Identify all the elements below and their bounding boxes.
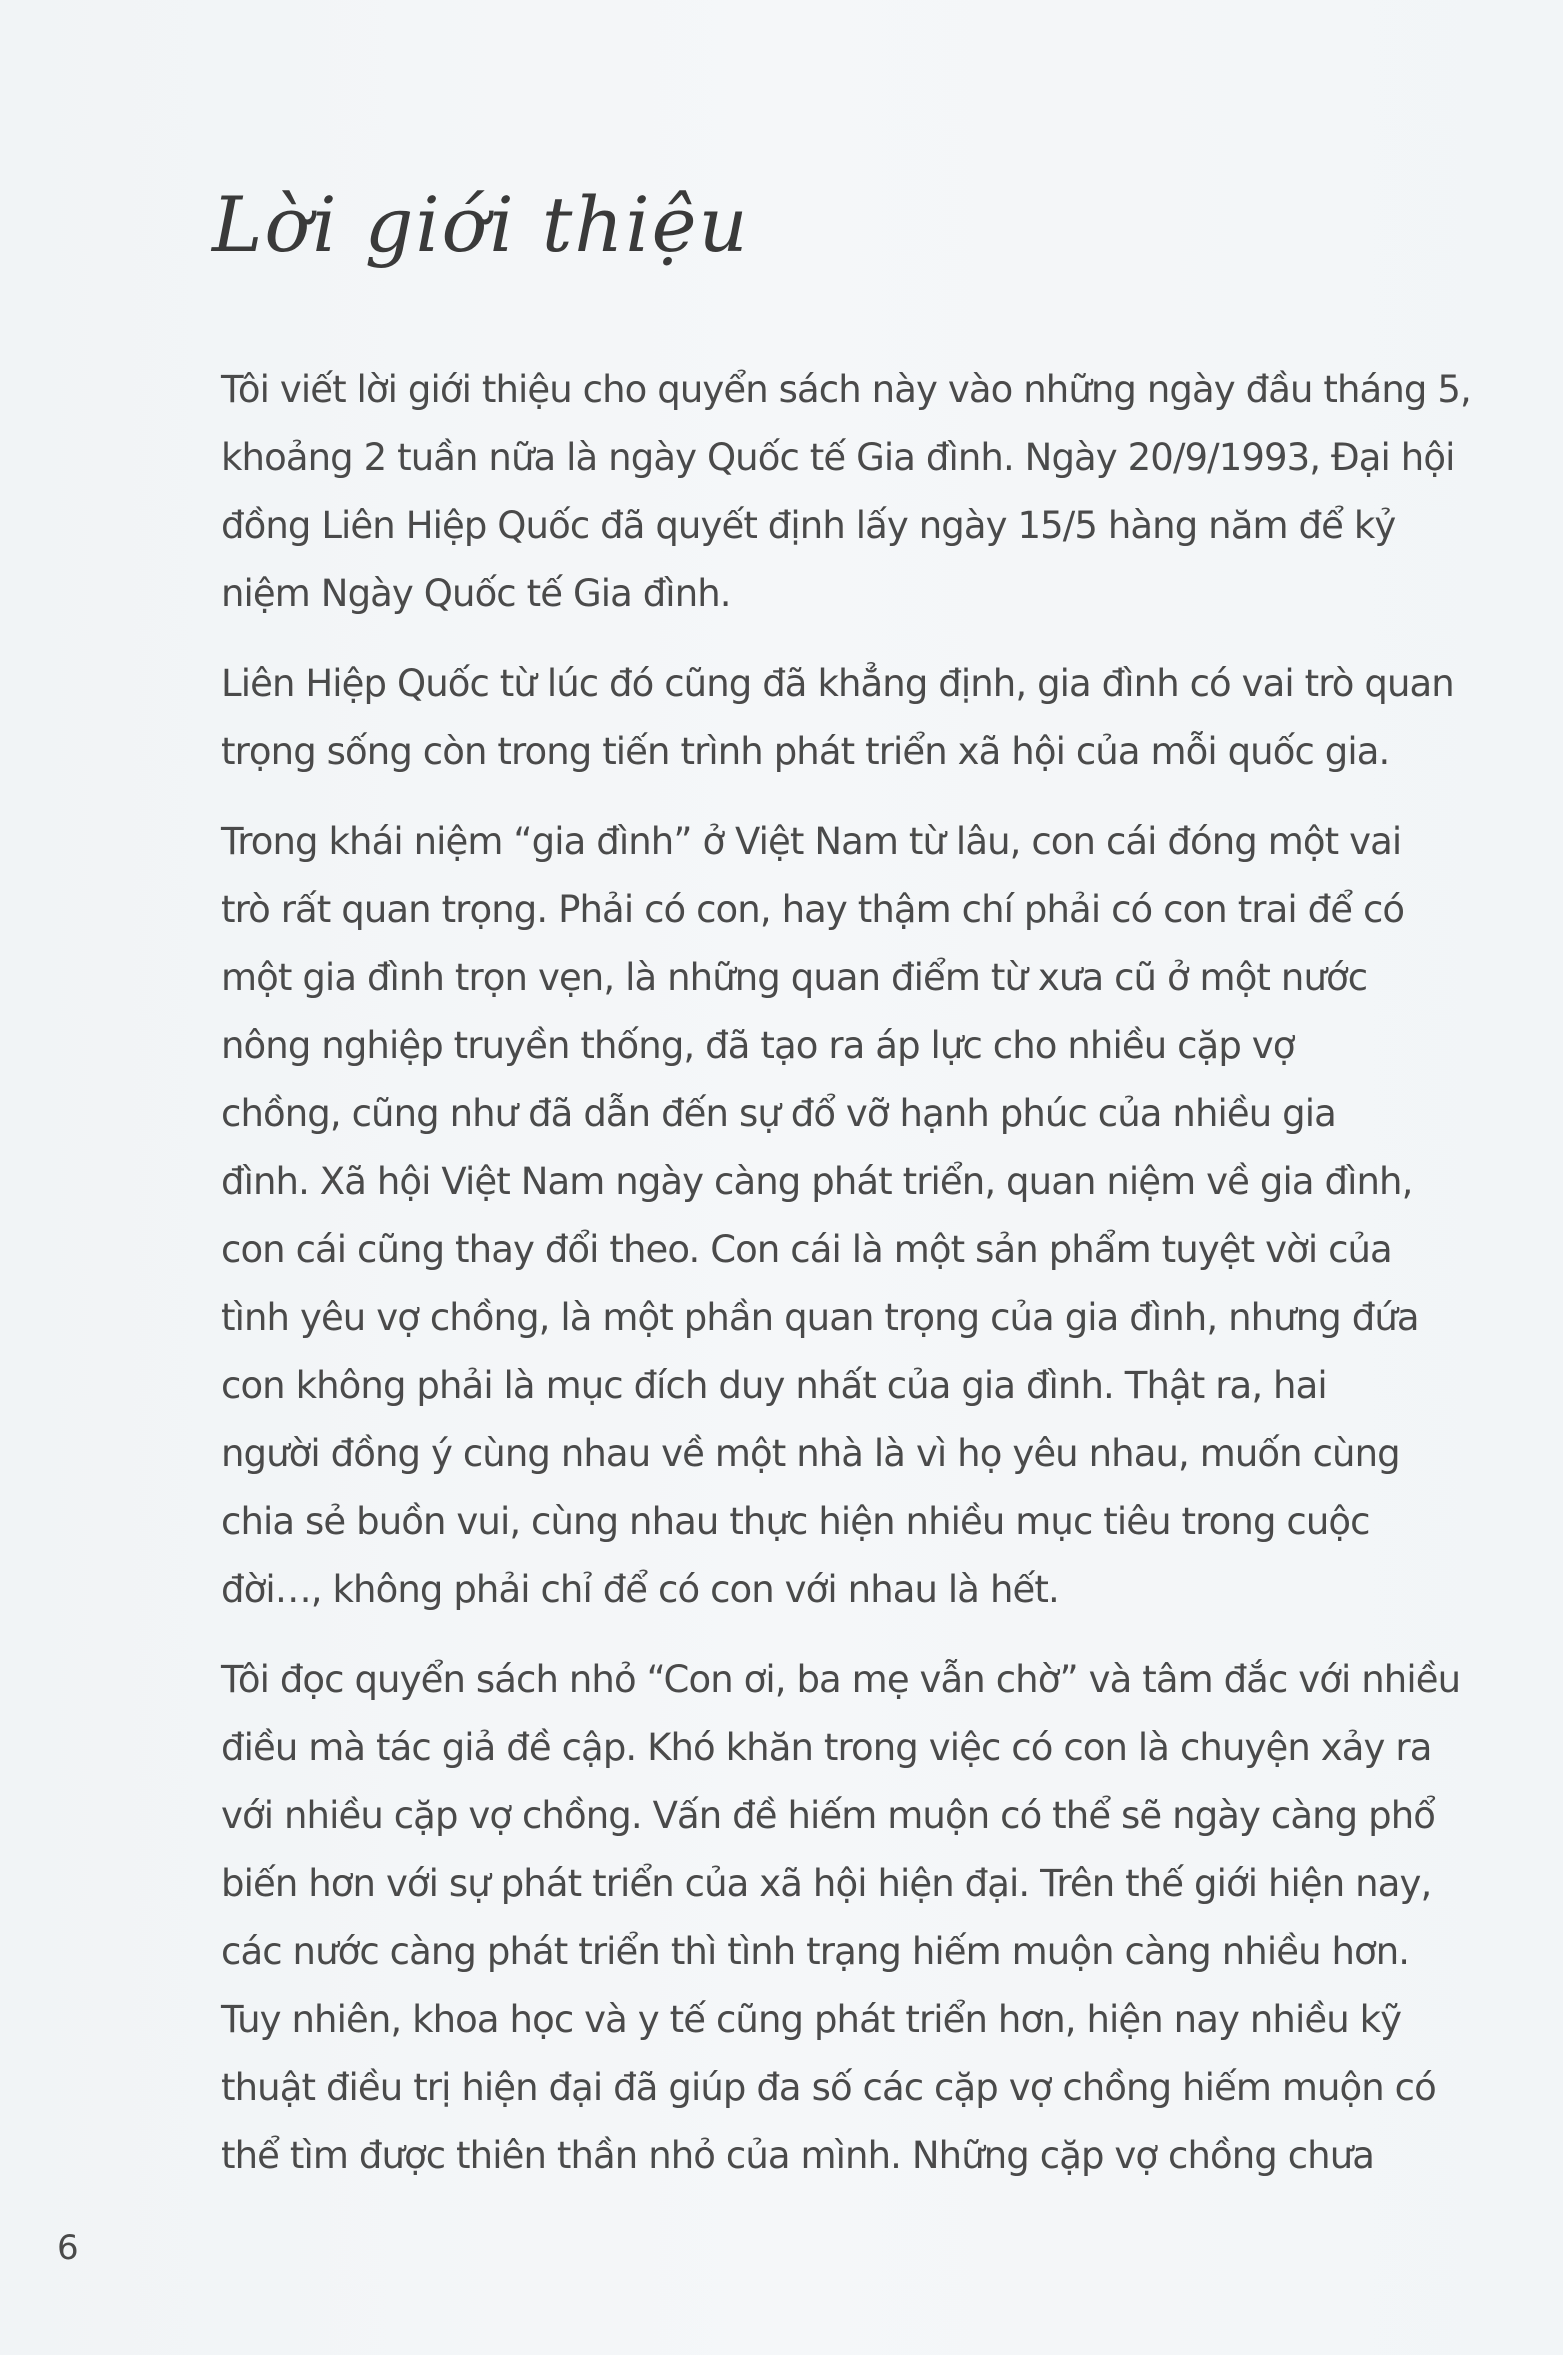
text-line: trọng sống còn trong tiến trình phát triển xã hội của mỗi quốc gia. [221,730,1390,773]
text-line: đồng Liên Hiệp Quốc đã quyết định lấy ngày 15/5 hàng năm để kỷ [221,504,1396,547]
text-line: nông nghiệp truyền thống, đã tạo ra áp lực cho nhiều cặp vợ [221,1024,1295,1067]
text-line: chia sẻ buồn vui, cùng nhau thực hiện nhiều mục tiêu trong cuộc [221,1500,1370,1543]
page-number: 6 [57,2228,79,2268]
text-line: điều mà tác giả đề cập. Khó khăn trong việc có con là chuyện xảy ra [221,1726,1432,1769]
text-line: thuật điều trị hiện đại đã giúp đa số các cặp vợ chồng hiếm muộn có [221,2066,1436,2109]
text-line: Tôi viết lời giới thiệu cho quyển sách này vào những ngày đầu tháng 5, [221,368,1471,411]
body-text [221,356,1471,2212]
text-line: trò rất quan trọng. Phải có con, hay thậm chí phải có con trai để có [221,888,1405,931]
text-line: khoảng 2 tuần nữa là ngày Quốc tế Gia đình. Ngày 20/9/1993, Đại hội [221,436,1455,479]
paragraph [221,808,1471,1624]
text-line: đời…, không phải chỉ để có con với nhau là hết. [221,1568,1059,1611]
text-line: đình. Xã hội Việt Nam ngày càng phát triển, quan niệm về gia đình, [221,1160,1413,1203]
text-line: tình yêu vợ chồng, là một phần quan trọng của gia đình, nhưng đứa [221,1296,1419,1339]
text-line: Trong khái niệm “gia đình” ở Việt Nam từ lâu, con cái đóng một vai [221,820,1402,863]
text-line: biến hơn với sự phát triển của xã hội hiện đại. Trên thế giới hiện nay, [221,1862,1432,1905]
text-line: người đồng ý cùng nhau về một nhà là vì họ yêu nhau, muốn cùng [221,1432,1400,1475]
paragraph [221,650,1471,786]
text-line: một gia đình trọn vẹn, là những quan điểm từ xưa cũ ở một nước [221,956,1368,999]
text-line: Tôi đọc quyển sách nhỏ “Con ơi, ba mẹ vẫn chờ” và tâm đắc với nhiều [221,1658,1461,1701]
text-line: Tuy nhiên, khoa học và y tế cũng phát triển hơn, hiện nay nhiều kỹ [221,1998,1402,2041]
paragraph [221,356,1471,628]
text-line: con cái cũng thay đổi theo. Con cái là một sản phẩm tuyệt vời của [221,1228,1392,1271]
text-line: chồng, cũng như đã dẫn đến sự đổ vỡ hạnh phúc của nhiều gia [221,1092,1336,1135]
text-line: con không phải là mục đích duy nhất của gia đình. Thật ra, hai [221,1364,1327,1407]
text-line: thể tìm được thiên thần nhỏ của mình. Những cặp vợ chồng chưa [221,2134,1375,2177]
page-heading: Lời giới thiệu [212,180,750,269]
text-line: niệm Ngày Quốc tế Gia đình. [221,572,731,615]
text-line: với nhiều cặp vợ chồng. Vấn đề hiếm muộn có thể sẽ ngày càng phổ [221,1794,1436,1837]
text-line: Liên Hiệp Quốc từ lúc đó cũng đã khẳng định, gia đình có vai trò quan [221,662,1454,705]
paragraph [221,1646,1471,2190]
text-line: các nước càng phát triển thì tình trạng hiếm muộn càng nhiều hơn. [221,1930,1410,1973]
